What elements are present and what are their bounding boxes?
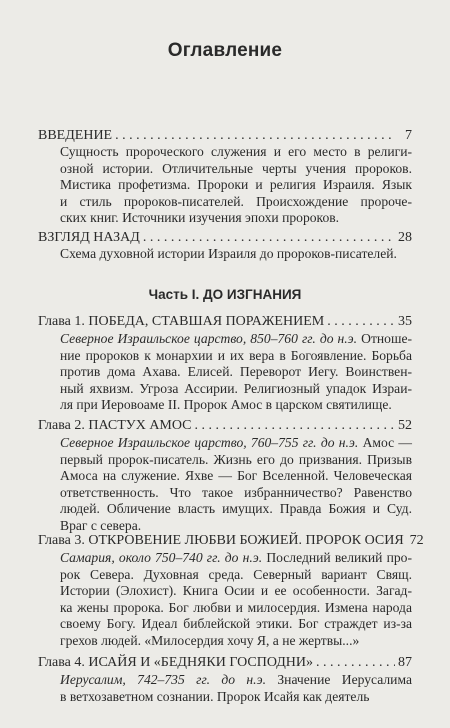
description-line: Мистика профетизма. Пророки и религия Израиля. Язык xyxy=(60,177,412,193)
page-number: 35 xyxy=(398,314,412,329)
description-line: людей. Обличение власть имущих. Правда Божия и Суд. xyxy=(60,501,412,517)
dot-leader xyxy=(143,229,395,247)
description-line: Истории (Элохист). Книга Осии и ее особенности. Загад- xyxy=(60,583,412,599)
page-number: 72 xyxy=(409,533,424,548)
entry-label: Глава 4. ИСАЙЯ И «БЕДНЯКИ ГОСПОДНИ» xyxy=(38,655,313,670)
toc-entry-chapter-1[interactable] xyxy=(38,313,412,331)
dot-leader xyxy=(327,313,395,331)
page-number: 28 xyxy=(398,230,412,245)
description-line: Сущность пророческого служения и его место в религи- xyxy=(60,144,412,159)
entry-description xyxy=(60,550,412,650)
description-line: ние пророков к монархии и их вера в Богоявление. Борьба xyxy=(60,347,412,363)
description-line: первый пророк-писатель. Жизнь его до призвания. Призыв xyxy=(60,451,412,467)
entry-description xyxy=(60,331,412,414)
description-line: против дома Ахава. Елисей. Переворот Иегу. Воинствен- xyxy=(60,364,412,380)
entry-label: ВЗГЛЯД НАЗАД xyxy=(38,230,140,245)
entry-label: Глава 1. ПОБЕДА, СТАВШАЯ ПОРАЖЕНИЕМ xyxy=(38,314,325,329)
description-line: Последний великий про- xyxy=(262,550,412,565)
entry-label: ВВЕДЕНИЕ xyxy=(38,128,113,143)
description-line: ный яхвизм. Угроза Ассирии. Религиозный упадок Израи- xyxy=(60,380,412,396)
description-line: Схема духовной истории Израиля до пророков-писателей. xyxy=(60,246,397,261)
description-line: в ветхозаветном сознании. Пророк Исайя как деятель xyxy=(60,688,370,704)
setting-italic: Северное Израильское царство, 760–755 гг. до н.э. xyxy=(60,435,359,450)
description-line: ответственность. Что такое избранничество? Равенство xyxy=(60,484,412,500)
entry-description xyxy=(60,246,412,263)
description-line: Враг с севера. xyxy=(60,517,142,533)
description-line: и стиль пророков-писателей. Происхождение пророче- xyxy=(60,193,412,209)
toc-entry-chapter-4[interactable] xyxy=(38,654,412,672)
part-heading: Часть I. ДО ИЗГНАНИЯ xyxy=(148,287,302,302)
description-line: ка жены пророка. Бог любви и милосердия. Измена народа xyxy=(60,599,412,615)
page-number: 52 xyxy=(398,418,412,433)
description-line: Амос — xyxy=(358,435,413,450)
description-line: рок Севера. Духовная среда. Северный вариант Свящ. xyxy=(60,566,412,582)
setting-italic: Иерусалим, 742–735 гг. до н.э. xyxy=(60,672,266,687)
description-line: ских книг. Источники изучения эпохи пророков. xyxy=(60,210,340,226)
dot-leader xyxy=(316,654,395,672)
dot-leader xyxy=(115,127,395,145)
setting-italic: Северное Израильское царство, 850–760 гг. до н.э. xyxy=(60,331,358,346)
description-line: Значение Иерусалима xyxy=(265,672,413,687)
dot-leader xyxy=(195,417,396,435)
description-line: грехов людей. «Милосердия хочу Я, а не жертвы...» xyxy=(60,632,360,648)
description-line: ля при Иеровоаме II. Пророк Амос в царском святилище. xyxy=(60,397,392,413)
setting-italic: Самария, около 750–740 гг. до н.э. xyxy=(60,550,263,565)
toc-entry-chapter-3[interactable] xyxy=(38,532,424,550)
description-line: Отноше- xyxy=(357,331,413,346)
description-line: своему Богу. Идеал библейской этики. Бог страждет из-за xyxy=(60,616,412,632)
description-line: озной истории. Отличительные черты учения пророков. xyxy=(60,160,412,176)
entry-description xyxy=(60,435,412,535)
page-number: 87 xyxy=(398,655,412,670)
toc-entry-introduction[interactable] xyxy=(38,127,412,145)
toc-entry-look-back[interactable] xyxy=(38,229,412,247)
page-title: Оглавление xyxy=(167,40,283,61)
entry-description xyxy=(60,672,412,705)
page-number: 7 xyxy=(405,128,412,143)
entry-description xyxy=(60,144,412,227)
description-line: Амоса на служение. Яхве — Бог Вселенной. Человеческая xyxy=(60,468,412,484)
toc-entry-chapter-2[interactable] xyxy=(38,417,412,435)
entry-label: Глава 3. ОТКРОВЕНИЕ ЛЮБВИ БОЖИЕЙ. ПРОРОК ОСИЯ xyxy=(38,533,404,548)
entry-label: Глава 2. ПАСТУХ АМОС xyxy=(38,418,192,433)
